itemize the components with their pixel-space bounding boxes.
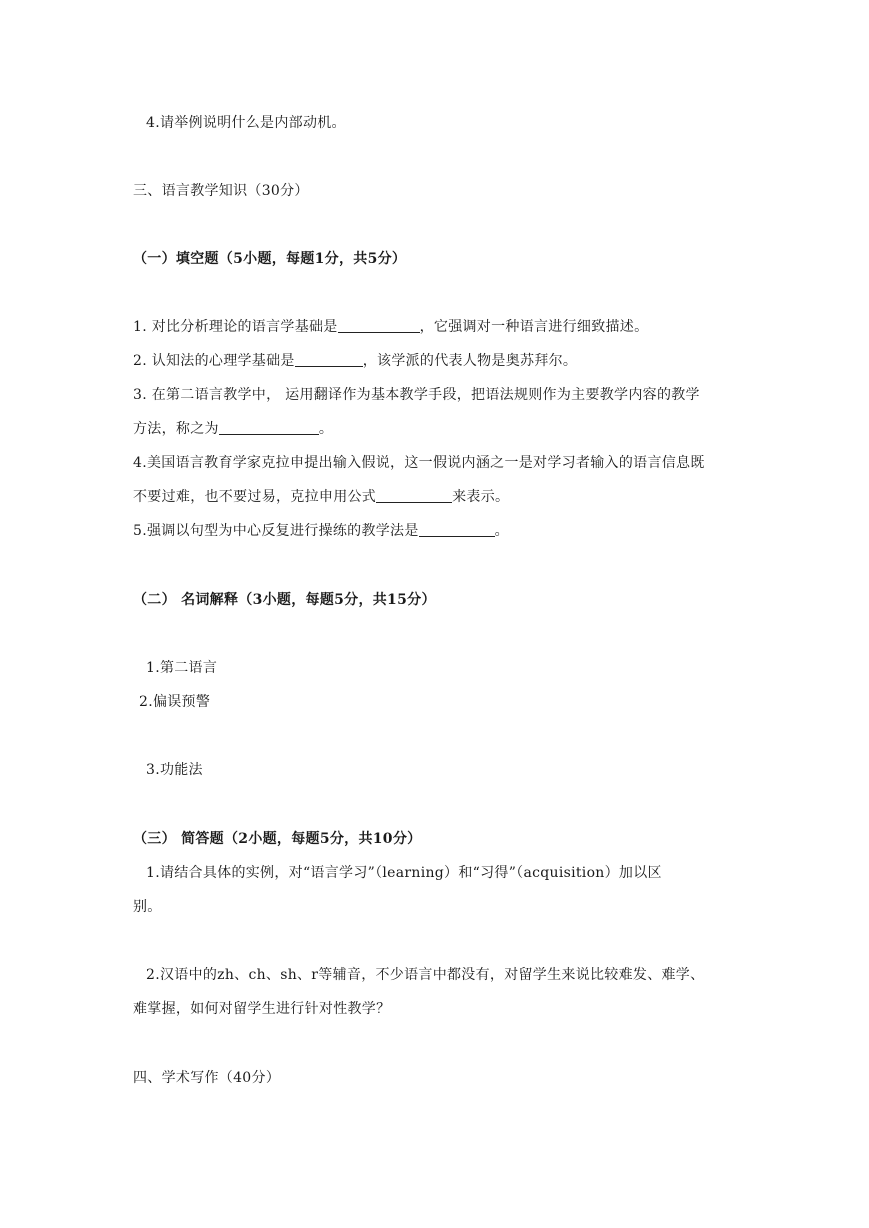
fill-q1-text-end: ，它强调对一种语言进行细致描述。	[419, 319, 649, 335]
section-4-title: 四、学术写作（40分）	[133, 1070, 281, 1086]
fill-q4-text-end: 来表示。	[452, 489, 510, 505]
term-item-2: 2.偏误预警	[139, 694, 211, 710]
fill-q3-blank	[219, 420, 319, 435]
fill-q2-blank	[295, 352, 363, 367]
fill-question-4-line-1: 4.美国语言教育学家克拉申提出输入假说，这一假说内涵之一是对学习者输入的语言信息既	[133, 455, 705, 471]
fill-q5-blank	[419, 522, 495, 537]
short-question-2-line-1: 2.汉语中的zh、ch、sh、r等辅音，不少语言中都没有，对留学生来说比较难发、难学、	[146, 967, 705, 983]
fill-question-2	[133, 351, 577, 371]
fill-question-3-line-2	[133, 419, 333, 439]
term-definition-heading: （二） 名词解释（3小题，每题5分，共15分）	[133, 592, 436, 608]
term-item-3: 3.功能法	[146, 762, 203, 778]
short-question-1-line-2: 别。	[133, 899, 162, 915]
fill-q2-text: 2. 认知法的心理学基础是	[133, 353, 295, 369]
fill-q1-text: 1. 对比分析理论的语言学基础是	[133, 319, 338, 335]
fill-question-5	[133, 521, 509, 541]
short-question-2-line-2: 难掌握，如何对留学生进行针对性教学？	[133, 1001, 391, 1017]
section-3-title: 三、语言教学知识（30分）	[133, 183, 309, 199]
term-item-1: 1.第二语言	[146, 660, 218, 676]
fill-question-1	[133, 317, 648, 337]
fill-question-3-line-1: 3. 在第二语言教学中， 运用翻译作为基本教学手段，把语法规则作为主要教学内容的教学	[133, 387, 700, 403]
fill-q4-text: 不要过难，也不要过易，克拉申用公式	[133, 489, 377, 505]
short-answer-heading: （三） 简答题（2小题，每题5分，共10分）	[133, 831, 422, 847]
short-question-1-line-1: 1.请结合具体的实例，对“语言学习”（learning）和“习得”（acquisition）加以区	[146, 865, 662, 881]
fill-q1-blank	[338, 318, 420, 333]
fill-q3-text-end: 。	[318, 421, 334, 437]
fill-q2-text-end: ，该学派的代表人物是奥苏拜尔。	[362, 353, 578, 369]
fill-q5-text: 5.强调以句型为中心反复进行操练的教学法是	[133, 523, 419, 539]
fill-in-heading: （一）填空题（5小题，每题1分，共5分）	[133, 251, 407, 267]
fill-q3-text: 方法，称之为	[133, 421, 219, 437]
fill-question-4-line-2	[133, 487, 509, 507]
question-4-internal-motivation: 4.请举例说明什么是内部动机。	[146, 115, 346, 131]
fill-q4-blank	[376, 488, 452, 503]
fill-q5-text-end: 。	[494, 523, 509, 539]
